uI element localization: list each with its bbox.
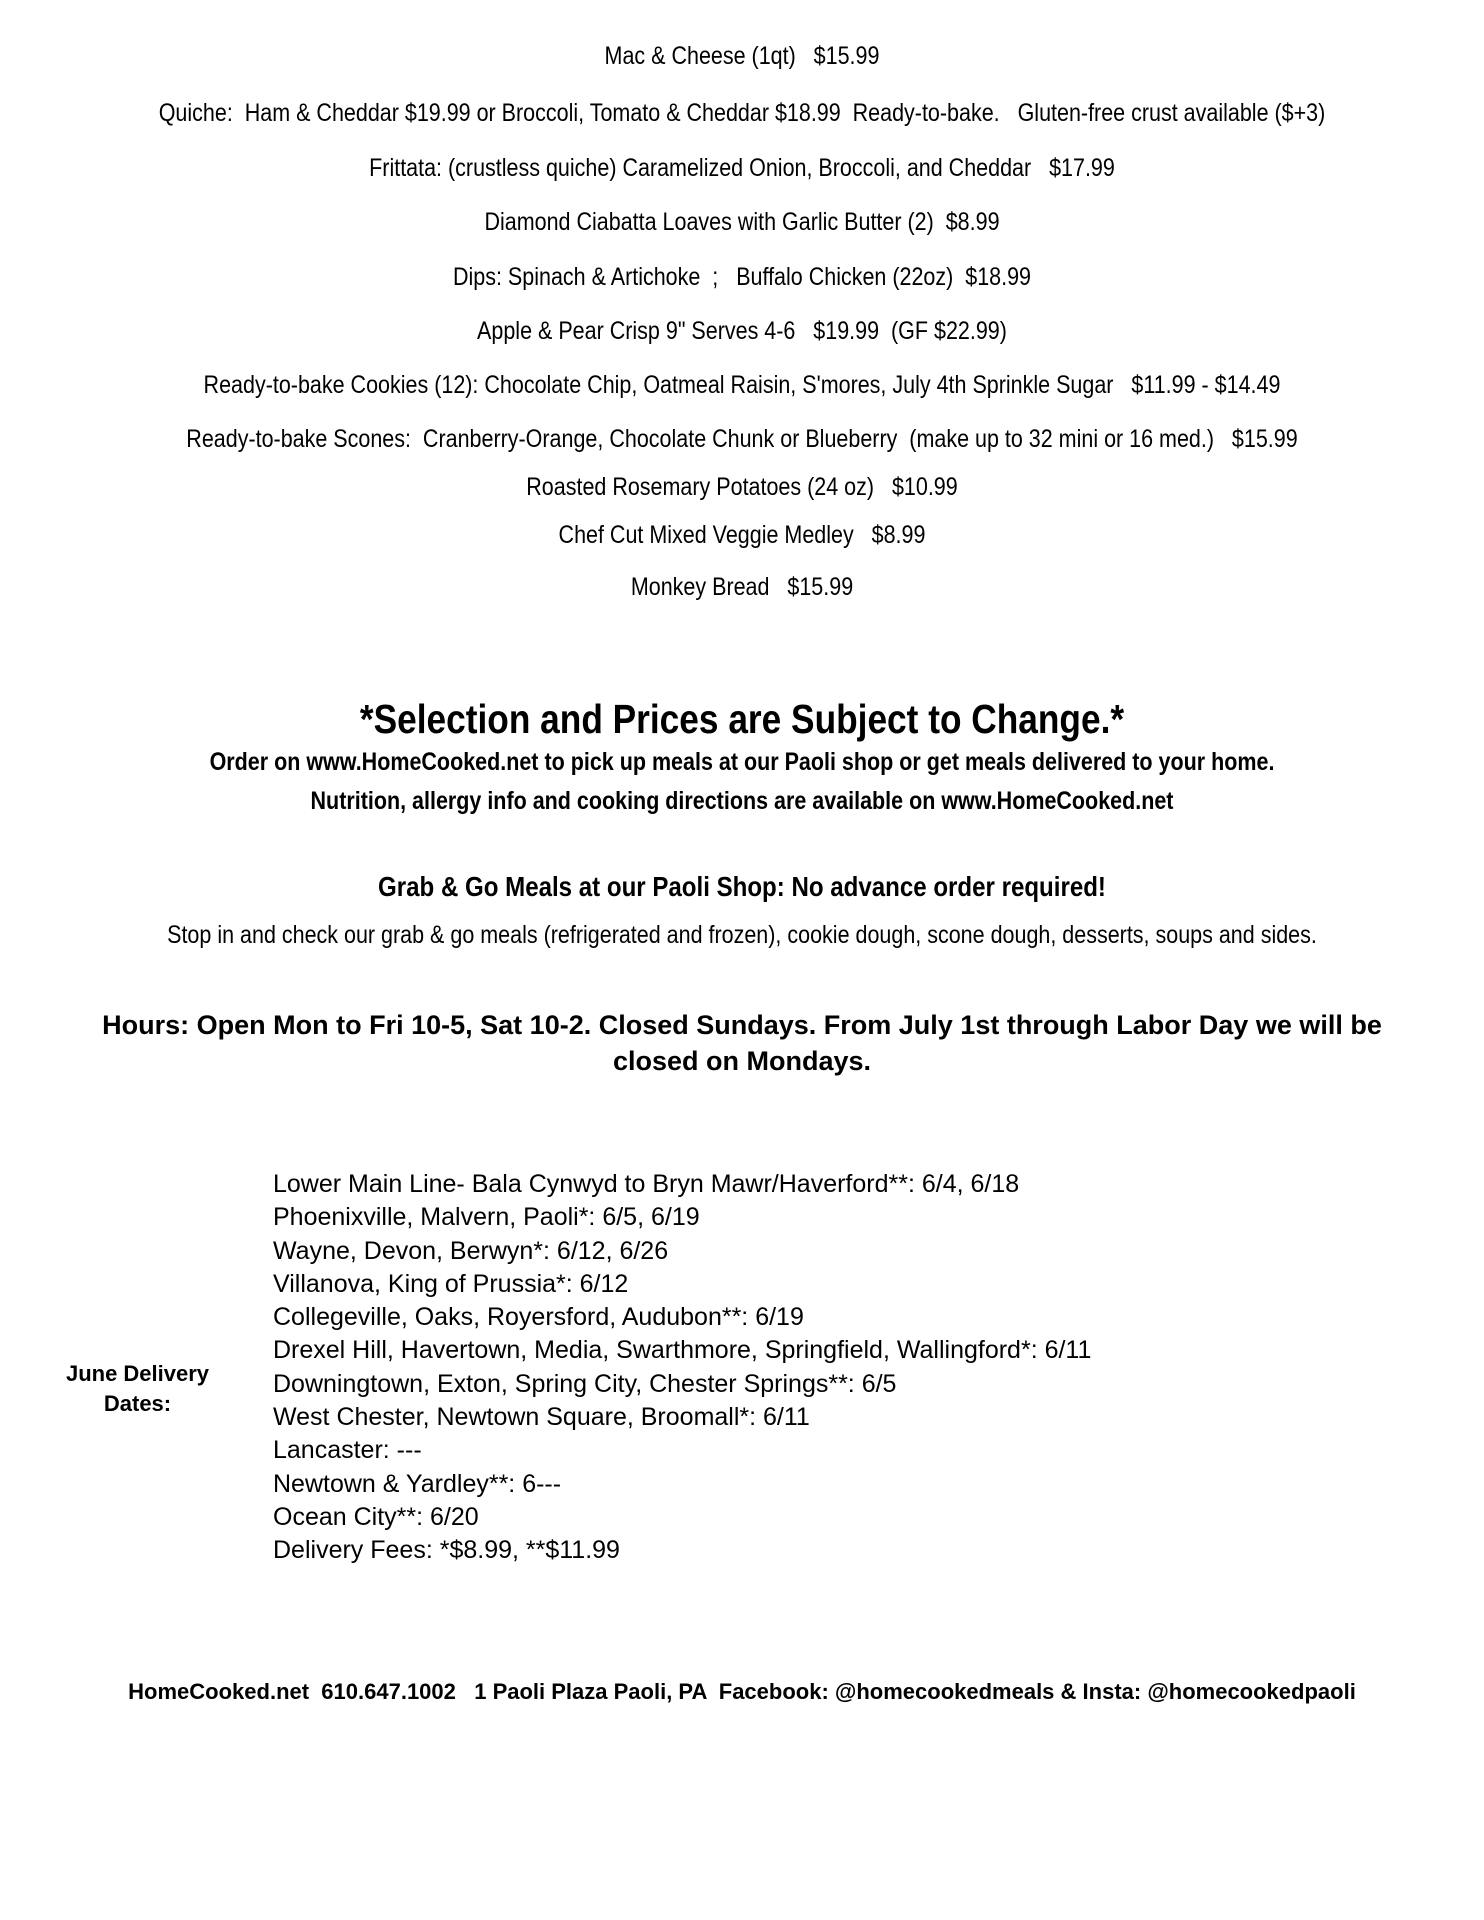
menu-item: Ready-to-bake Scones: Cranberry-Orange, Chocolate Chunk or Blueberry (make up to 32 mini or 16 med.) $15.99: [186, 425, 1298, 453]
menu-item: Ready-to-bake Cookies (12): Chocolate Chip, Oatmeal Raisin, S'mores, July 4th Sprinkle Sugar $11.99 - $14.49: [203, 371, 1281, 399]
delivery-line: Newtown & Yardley**: 6---: [273, 1469, 562, 1498]
delivery-line: Phoenixville, Malvern, Paoli*: 6/5, 6/19: [273, 1203, 700, 1232]
menu-item: Quiche: Ham & Cheddar $19.99 or Broccoli, Tomato & Cheddar $18.99 Ready-to-bake. Gluten-free crust available ($+3): [158, 99, 1326, 127]
menu-item: Roasted Rosemary Potatoes (24 oz) $10.99: [526, 473, 958, 501]
menu-item: Mac & Cheese (1qt) $15.99: [604, 42, 880, 70]
delivery-line: Lancaster: ---: [273, 1436, 422, 1465]
selection-notice-headline: *Selection and Prices are Subject to Change.*: [359, 696, 1125, 742]
store-hours: Hours: Open Mon to Fri 10-5, Sat 10-2. Closed Sundays. From July 1st through Labor Day we will be closed on Mondays.: [102, 1010, 1382, 1076]
delivery-dates-list: [273, 1168, 1091, 1568]
menu-item: Monkey Bread $15.99: [630, 573, 854, 601]
menu-item: Diamond Ciabatta Loaves with Garlic Butter (2) $8.99: [484, 208, 1000, 236]
delivery-line: Wayne, Devon, Berwyn*: 6/12, 6/26: [273, 1236, 669, 1265]
delivery-line: Ocean City**: 6/20: [273, 1502, 479, 1531]
delivery-line: Lower Main Line- Bala Cynwyd to Bryn Mawr/Haverford**: 6/4, 6/18: [273, 1170, 1020, 1198]
menu-item: Frittata: (crustless quiche) Caramelized Onion, Broccoli, and Cheddar $17.99: [369, 154, 1115, 182]
delivery-fees: Delivery Fees: *$8.99, **$11.99: [273, 1536, 620, 1565]
delivery-line: Collegeville, Oaks, Royersford, Audubon**: 6/19: [273, 1303, 804, 1332]
delivery-line: Drexel Hill, Havertown, Media, Swarthmore, Springfield, Wallingford*: 6/11: [273, 1336, 1092, 1365]
june-delivery-label: June Delivery Dates:: [65, 1361, 210, 1416]
delivery-line: Villanova, King of Prussia*: 6/12: [273, 1269, 629, 1298]
contact-footer: HomeCooked.net 610.647.1002 1 Paoli Plaza Paoli, PA Facebook: @homecookedmeals & Insta: @homecookedpaoli: [128, 1679, 1356, 1704]
grab-go-title: Grab & Go Meals at our Paoli Shop: No advance order required!: [378, 871, 1106, 902]
menu-item: Chef Cut Mixed Veggie Medley $8.99: [558, 521, 926, 549]
delivery-line: West Chester, Newtown Square, Broomall*: 6/11: [273, 1403, 810, 1432]
delivery-line: Downingtown, Exton, Spring City, Chester Springs**: 6/5: [273, 1369, 897, 1398]
nutrition-info: Nutrition, allergy info and cooking directions are available on www.HomeCooked.net: [310, 787, 1174, 815]
order-info: Order on www.HomeCooked.net to pick up meals at our Paoli shop or get meals delivered to your home.: [209, 748, 1275, 776]
grab-go-description: Stop in and check our grab & go meals (refrigerated and frozen), cookie dough, scone dough, desserts, soups and sides.: [167, 921, 1317, 949]
menu-item: Dips: Spinach & Artichoke ; Buffalo Chicken (22oz) $18.99: [452, 263, 1032, 291]
menu-item: Apple & Pear Crisp 9" Serves 4-6 $19.99 (GF $22.99): [477, 317, 1007, 345]
